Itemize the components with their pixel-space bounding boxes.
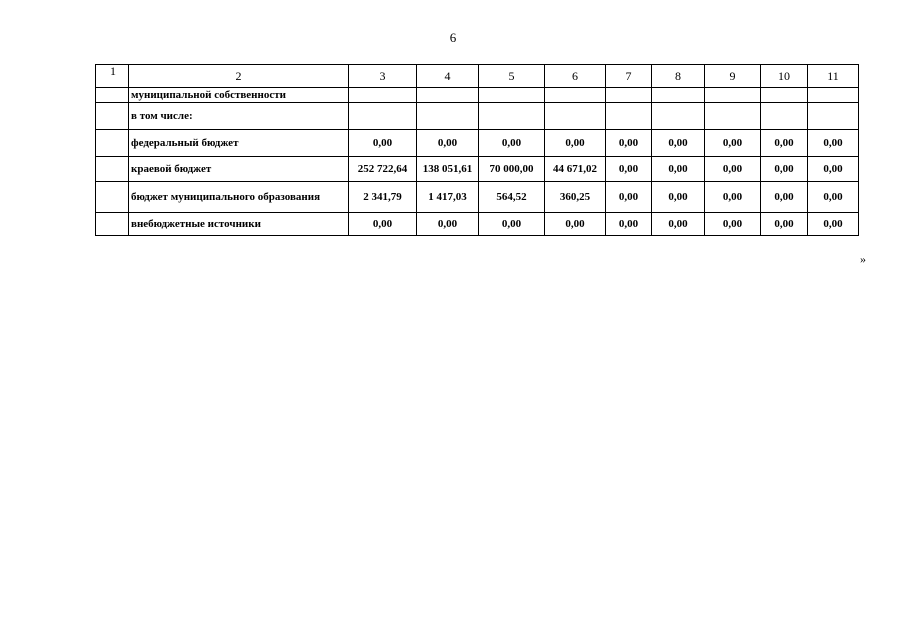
table-cell bbox=[479, 88, 545, 103]
row-label: в том числе: bbox=[129, 103, 349, 130]
table-cell: 0,00 bbox=[761, 213, 808, 236]
column-header: 11 bbox=[808, 65, 859, 88]
table-cell bbox=[808, 103, 859, 130]
table-cell: 138 051,61 bbox=[417, 157, 479, 182]
table-cell bbox=[96, 182, 129, 213]
table-row bbox=[96, 157, 859, 182]
table-cell: 0,00 bbox=[808, 182, 859, 213]
table-cell bbox=[479, 103, 545, 130]
table-cell bbox=[808, 88, 859, 103]
table-cell: 0,00 bbox=[606, 130, 652, 157]
table-cell: 2 341,79 bbox=[349, 182, 417, 213]
table-row bbox=[96, 103, 859, 130]
table-cell: 1 417,03 bbox=[417, 182, 479, 213]
column-header: 5 bbox=[479, 65, 545, 88]
table-cell bbox=[652, 88, 705, 103]
table-header-row bbox=[96, 65, 859, 88]
row-label: федеральный бюджет bbox=[129, 130, 349, 157]
table-cell: 360,25 bbox=[545, 182, 606, 213]
row-label: муниципальной собственности bbox=[129, 88, 349, 103]
table-cell: 0,00 bbox=[761, 182, 808, 213]
table-cell: 0,00 bbox=[479, 130, 545, 157]
table-cell bbox=[417, 103, 479, 130]
column-header: 4 bbox=[417, 65, 479, 88]
table-cell bbox=[96, 157, 129, 182]
table-cell bbox=[96, 88, 129, 103]
table-cell bbox=[349, 88, 417, 103]
table-cell bbox=[705, 88, 761, 103]
table-cell bbox=[417, 88, 479, 103]
table-cell bbox=[96, 213, 129, 236]
table-row bbox=[96, 213, 859, 236]
table-cell bbox=[96, 103, 129, 130]
page-number: 6 bbox=[449, 30, 457, 45]
table-cell: 70 000,00 bbox=[479, 157, 545, 182]
table-cell bbox=[761, 88, 808, 103]
table-cell bbox=[96, 130, 129, 157]
table-cell: 0,00 bbox=[761, 157, 808, 182]
row-label: внебюджетные источники bbox=[129, 213, 349, 236]
closing-quote: » bbox=[860, 252, 866, 266]
table-cell: 0,00 bbox=[417, 213, 479, 236]
table-row bbox=[96, 182, 859, 213]
table-cell bbox=[349, 103, 417, 130]
table-cell: 0,00 bbox=[652, 157, 705, 182]
table-cell: 0,00 bbox=[652, 182, 705, 213]
column-header: 2 bbox=[129, 65, 349, 88]
table-cell bbox=[545, 103, 606, 130]
column-header: 6 bbox=[545, 65, 606, 88]
table-cell bbox=[652, 103, 705, 130]
table-cell: 0,00 bbox=[349, 213, 417, 236]
table-row bbox=[96, 88, 859, 103]
table-cell: 0,00 bbox=[349, 130, 417, 157]
table-cell: 252 722,64 bbox=[349, 157, 417, 182]
table-cell: 0,00 bbox=[606, 213, 652, 236]
column-header: 10 bbox=[761, 65, 808, 88]
column-header: 3 bbox=[349, 65, 417, 88]
table-cell: 0,00 bbox=[652, 213, 705, 236]
table-cell: 0,00 bbox=[652, 130, 705, 157]
table-cell bbox=[705, 103, 761, 130]
table-cell: 0,00 bbox=[705, 130, 761, 157]
row-label: краевой бюджет bbox=[129, 157, 349, 182]
table-cell: 0,00 bbox=[417, 130, 479, 157]
table-cell: 0,00 bbox=[761, 130, 808, 157]
column-header: 9 bbox=[705, 65, 761, 88]
table-cell: 44 671,02 bbox=[545, 157, 606, 182]
table-cell: 0,00 bbox=[705, 157, 761, 182]
table-cell: 0,00 bbox=[705, 182, 761, 213]
table-cell: 0,00 bbox=[705, 213, 761, 236]
table-cell: 0,00 bbox=[545, 130, 606, 157]
table-cell: 0,00 bbox=[479, 213, 545, 236]
table-cell: 0,00 bbox=[606, 157, 652, 182]
table-cell bbox=[606, 88, 652, 103]
table-cell: 0,00 bbox=[808, 130, 859, 157]
column-header: 1 bbox=[96, 65, 129, 88]
row-label: бюджет муниципального образования bbox=[129, 182, 349, 213]
column-header: 7 bbox=[606, 65, 652, 88]
table-cell: 564,52 bbox=[479, 182, 545, 213]
table-cell: 0,00 bbox=[545, 213, 606, 236]
table-cell bbox=[545, 88, 606, 103]
column-header: 8 bbox=[652, 65, 705, 88]
budget-table bbox=[95, 64, 859, 236]
table-cell: 0,00 bbox=[606, 182, 652, 213]
table-row bbox=[96, 130, 859, 157]
table-cell: 0,00 bbox=[808, 157, 859, 182]
table-cell: 0,00 bbox=[808, 213, 859, 236]
table-cell bbox=[761, 103, 808, 130]
table-cell bbox=[606, 103, 652, 130]
